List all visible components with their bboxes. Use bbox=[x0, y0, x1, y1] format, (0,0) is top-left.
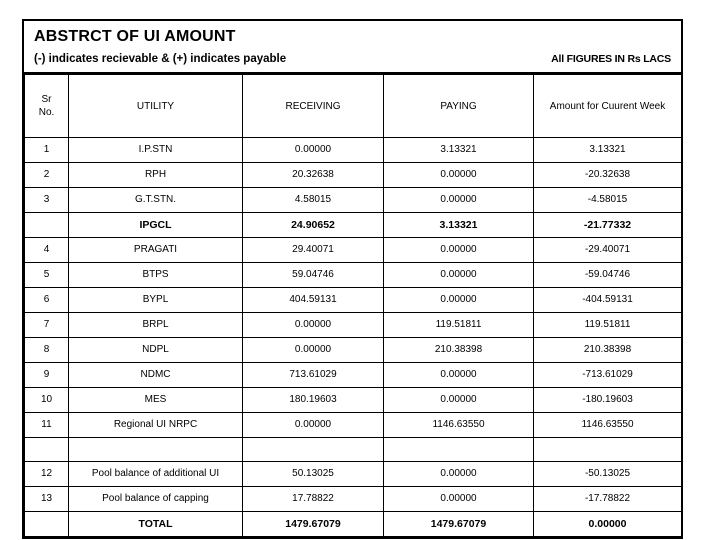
table-row bbox=[25, 188, 682, 213]
column-header-sr-no-line1: Sr bbox=[41, 94, 52, 105]
report-sheet bbox=[22, 19, 683, 539]
table-cell-amount: -21.77332 bbox=[534, 213, 682, 238]
table-cell-amount: 3.13321 bbox=[534, 138, 682, 163]
table-cell-utility: PRAGATI bbox=[69, 238, 243, 263]
table-cell-sr-no bbox=[25, 213, 69, 238]
table-cell-amount: 1146.63550 bbox=[534, 413, 682, 438]
table-cell-receiving bbox=[243, 438, 384, 462]
table-cell-receiving: 180.19603 bbox=[243, 388, 384, 413]
legend-note: (-) indicates recievable & (+) indicates payable bbox=[34, 53, 287, 65]
table-row bbox=[25, 512, 682, 537]
table-row bbox=[25, 138, 682, 163]
table-cell-receiving: 29.40071 bbox=[243, 238, 384, 263]
table-cell-sr-no: 4 bbox=[25, 238, 69, 263]
table-body bbox=[25, 138, 682, 537]
table-cell-receiving: 0.00000 bbox=[243, 138, 384, 163]
table-cell-sr-no bbox=[25, 438, 69, 462]
table-cell-receiving: 404.59131 bbox=[243, 288, 384, 313]
table-cell-receiving: 59.04746 bbox=[243, 263, 384, 288]
table-cell-utility: Pool balance of additional UI bbox=[69, 462, 243, 487]
table-cell-receiving: 713.61029 bbox=[243, 363, 384, 388]
table-cell-sr-no: 3 bbox=[25, 188, 69, 213]
column-header-sr-no bbox=[25, 75, 69, 138]
table-cell-receiving: 0.00000 bbox=[243, 338, 384, 363]
table-cell-receiving: 24.90652 bbox=[243, 213, 384, 238]
table-row bbox=[25, 288, 682, 313]
table-cell-receiving: 50.13025 bbox=[243, 462, 384, 487]
table-header-row bbox=[25, 75, 682, 138]
table-cell-paying: 1479.67079 bbox=[384, 512, 534, 537]
table-cell-utility bbox=[69, 438, 243, 462]
table-row bbox=[25, 163, 682, 188]
table-cell-amount: -59.04746 bbox=[534, 263, 682, 288]
table-cell-sr-no: 6 bbox=[25, 288, 69, 313]
table-cell-utility: G.T.STN. bbox=[69, 188, 243, 213]
table-cell-amount: 210.38398 bbox=[534, 338, 682, 363]
table-cell-paying: 0.00000 bbox=[384, 163, 534, 188]
table-cell-paying: 0.00000 bbox=[384, 363, 534, 388]
table-cell-paying: 119.51811 bbox=[384, 313, 534, 338]
table-row bbox=[25, 462, 682, 487]
table-cell-paying: 0.00000 bbox=[384, 188, 534, 213]
table-cell-sr-no: 9 bbox=[25, 363, 69, 388]
table-cell-sr-no: 12 bbox=[25, 462, 69, 487]
column-header-receiving: RECEIVING bbox=[243, 75, 384, 138]
column-header-utility: UTILITY bbox=[69, 75, 243, 138]
table-cell-receiving: 17.78822 bbox=[243, 487, 384, 512]
table-cell-sr-no: 1 bbox=[25, 138, 69, 163]
column-header-paying: PAYING bbox=[384, 75, 534, 138]
units-note: All FIGURES IN Rs LACS bbox=[551, 53, 671, 65]
table-cell-utility: BTPS bbox=[69, 263, 243, 288]
table-cell-amount: -17.78822 bbox=[534, 487, 682, 512]
table-cell-sr-no: 13 bbox=[25, 487, 69, 512]
table-cell-paying: 210.38398 bbox=[384, 338, 534, 363]
table-cell-receiving: 4.58015 bbox=[243, 188, 384, 213]
table-cell-receiving: 1479.67079 bbox=[243, 512, 384, 537]
table-cell-amount bbox=[534, 438, 682, 462]
table-cell-paying: 1146.63550 bbox=[384, 413, 534, 438]
table-cell-amount: -404.59131 bbox=[534, 288, 682, 313]
table-row-spacer bbox=[25, 438, 682, 462]
table-cell-amount: -180.19603 bbox=[534, 388, 682, 413]
table-cell-amount: -29.40071 bbox=[534, 238, 682, 263]
table-cell-utility: MES bbox=[69, 388, 243, 413]
table-cell-utility: NDMC bbox=[69, 363, 243, 388]
table-cell-sr-no: 11 bbox=[25, 413, 69, 438]
column-header-amount: Amount for Cuurent Week bbox=[534, 75, 682, 138]
table-cell-receiving: 0.00000 bbox=[243, 413, 384, 438]
table-cell-utility: Regional UI NRPC bbox=[69, 413, 243, 438]
table-cell-amount: -713.61029 bbox=[534, 363, 682, 388]
table-cell-sr-no: 7 bbox=[25, 313, 69, 338]
table-cell-utility: IPGCL bbox=[69, 213, 243, 238]
table-cell-utility: BYPL bbox=[69, 288, 243, 313]
table-cell-sr-no: 5 bbox=[25, 263, 69, 288]
table-row bbox=[25, 388, 682, 413]
subtitle-row bbox=[24, 51, 681, 72]
table-cell-receiving: 0.00000 bbox=[243, 313, 384, 338]
table-cell-amount: 119.51811 bbox=[534, 313, 682, 338]
table-cell-paying: 0.00000 bbox=[384, 288, 534, 313]
table-cell-paying bbox=[384, 438, 534, 462]
table-row bbox=[25, 338, 682, 363]
table-cell-sr-no: 8 bbox=[25, 338, 69, 363]
table-cell-utility: Pool balance of capping bbox=[69, 487, 243, 512]
table-cell-utility: I.P.STN bbox=[69, 138, 243, 163]
ui-amount-table bbox=[24, 74, 682, 537]
table-cell-amount: -4.58015 bbox=[534, 188, 682, 213]
table-cell-amount: -20.32638 bbox=[534, 163, 682, 188]
table-cell-amount: -50.13025 bbox=[534, 462, 682, 487]
table-row bbox=[25, 363, 682, 388]
table-cell-receiving: 20.32638 bbox=[243, 163, 384, 188]
table-cell-sr-no bbox=[25, 512, 69, 537]
table-row bbox=[25, 313, 682, 338]
table-cell-paying: 0.00000 bbox=[384, 388, 534, 413]
table-row bbox=[25, 263, 682, 288]
table-cell-utility: BRPL bbox=[69, 313, 243, 338]
table-cell-paying: 0.00000 bbox=[384, 462, 534, 487]
table-cell-sr-no: 10 bbox=[25, 388, 69, 413]
table-cell-paying: 0.00000 bbox=[384, 487, 534, 512]
table-row bbox=[25, 213, 682, 238]
table-cell-paying: 3.13321 bbox=[384, 138, 534, 163]
column-header-sr-no-line2: No. bbox=[38, 107, 55, 118]
table-cell-amount: 0.00000 bbox=[534, 512, 682, 537]
table-row bbox=[25, 413, 682, 438]
page-title: ABSTRCT OF UI AMOUNT bbox=[34, 28, 236, 45]
table-cell-paying: 0.00000 bbox=[384, 238, 534, 263]
table-cell-sr-no: 2 bbox=[25, 163, 69, 188]
table-header bbox=[25, 75, 682, 138]
table-row bbox=[25, 487, 682, 512]
title-block bbox=[24, 21, 681, 74]
table-cell-utility: NDPL bbox=[69, 338, 243, 363]
table-cell-utility: RPH bbox=[69, 163, 243, 188]
table-row bbox=[25, 238, 682, 263]
table-cell-paying: 0.00000 bbox=[384, 263, 534, 288]
table-cell-paying: 3.13321 bbox=[384, 213, 534, 238]
table-cell-utility: TOTAL bbox=[69, 512, 243, 537]
